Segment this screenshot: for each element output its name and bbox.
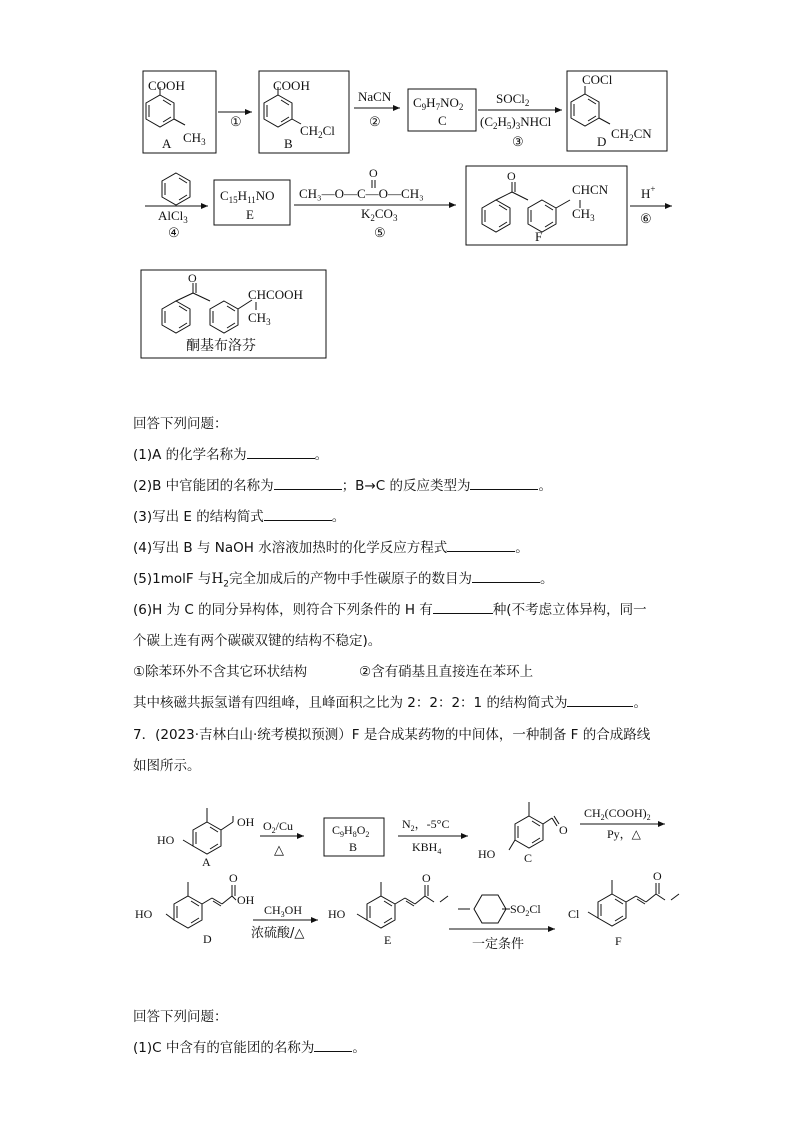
s2-step-5-bottom: 一定条件 xyxy=(472,937,525,952)
step-4-reagent: AlCl$_3$ xyxy=(158,208,188,225)
s2-a-ho: HO xyxy=(157,833,175,847)
question-1-6-cont: 个碳上连有两个碳碳双键的结构不稳定)。 xyxy=(133,633,382,649)
s2-e-ho: HO xyxy=(328,907,346,921)
question-1-2: (2)B 中官能团的名称为 ；B→C 的反应类型为 。 xyxy=(133,478,552,494)
a-cooh: COOH xyxy=(148,78,185,93)
step-2-num: ② xyxy=(369,114,381,129)
question-1-6: (6)H 为 C 的同分异构体，则符合下列条件的 H 有 种(不考虑立体异构，同一 xyxy=(133,602,647,618)
condition-2: ②含有硝基且直接连在苯环上 xyxy=(359,664,534,680)
d-label: D xyxy=(597,134,607,149)
a-ch3: $CH_3$ xyxy=(183,130,206,147)
d-ch2cn: $CH_2CN$ xyxy=(611,126,652,143)
s2-step-1-top: $O_2/Cu$ xyxy=(263,819,294,835)
problem-7-title-cont: 如图所示。 xyxy=(133,758,201,774)
s2-d-oh: OH xyxy=(237,893,255,907)
s2-step-3-top: $CH_2(COOH)_2$ xyxy=(584,806,651,822)
answer-blank[interactable] xyxy=(567,694,633,707)
s2-e-label: E xyxy=(384,933,392,947)
answer-blank[interactable] xyxy=(472,570,540,583)
s2-step-2-bottom: $KBH_4$ xyxy=(412,840,442,856)
product-ketone-o: O xyxy=(188,271,197,285)
s2-c-o: O xyxy=(559,823,568,837)
s2-a-label: A xyxy=(202,855,211,869)
answer-blank[interactable] xyxy=(314,1039,352,1052)
c-label: C xyxy=(438,113,447,128)
s2-a-oh: OH xyxy=(237,815,255,829)
answer-blank[interactable] xyxy=(470,477,538,490)
product-ch3: $CH_3$ xyxy=(248,310,271,327)
answer-blank[interactable] xyxy=(433,601,493,614)
scheme-2 xyxy=(0,790,794,970)
s2-step-4-bottom: 浓硫酸/△ xyxy=(251,926,305,941)
condition-1: ①除苯环外不含其它环状结构 xyxy=(133,664,308,680)
step-3-num: ③ xyxy=(512,134,524,149)
s2-f-cl: Cl xyxy=(568,907,580,921)
s2-b-label: B xyxy=(349,840,358,854)
s2-step-2-top: $N_2$，-5°C xyxy=(402,817,450,833)
d-cocl: COCl xyxy=(582,72,613,87)
s2-f-label: F xyxy=(615,934,622,948)
answer-blank[interactable] xyxy=(274,477,342,490)
c-formula: $C_9H_7NO_2$ xyxy=(413,95,464,112)
step-6-num: ⑥ xyxy=(640,211,652,226)
question-1-3: (3)写出 E 的结构简式 。 xyxy=(133,509,346,525)
s2-d-label: D xyxy=(203,932,212,946)
answer-blank[interactable] xyxy=(447,539,515,552)
f-label: F xyxy=(535,229,543,244)
step-5-carbonyl-o: O xyxy=(369,166,378,180)
product-chcooh: CHCOOH xyxy=(248,287,303,302)
s2-c-label: C xyxy=(524,851,533,865)
s2-f-o: O xyxy=(653,869,662,883)
step-3-reagent-bottom: $(C_2H_5)_3NHCl$ xyxy=(480,114,552,131)
step-1-num: ① xyxy=(230,114,242,129)
s2-b-formula: $C_9H_8O_2$ xyxy=(332,823,370,839)
s2-d-o: O xyxy=(229,871,238,885)
benzene-reagent xyxy=(162,173,190,205)
question-2-1: (1)C 中含有的官能团的名称为 。 xyxy=(133,1040,366,1056)
question-1-5: (5)1molF 与$H_2$完全加成后的产物中手性碳原子的数目为 。 xyxy=(133,571,554,590)
s2-step-1-bottom: △ xyxy=(274,842,284,857)
step-2-reagent: NaCN xyxy=(358,89,392,104)
problem-7-title: 7．(2023·吉林白山·统考模拟预测）F 是合成某药物的中间体，一种制备 F 的合成路线 xyxy=(133,727,651,743)
step-5-reagent-top: CH₃—O—C—O—CH₃ xyxy=(299,186,424,201)
e-label: E xyxy=(246,207,254,222)
b-cooh: COOH xyxy=(273,78,310,93)
s2-step-5-reagent: $SO_2Cl$ xyxy=(510,902,541,918)
question-1-6-nmr: 其中核磁共振氢谱有四组峰，且峰面积之比为 2：2：2：1 的结构简式为 。 xyxy=(133,695,647,711)
answer-blank[interactable] xyxy=(247,446,315,459)
question-1-1: (1)A 的化学名称为 。 xyxy=(133,447,329,463)
step-4-num: ④ xyxy=(168,225,180,240)
f-ketone-o: O xyxy=(507,169,516,183)
s2-compound-a-ring xyxy=(193,822,221,854)
s2-c-ho: HO xyxy=(478,847,496,861)
b-ch2cl: $CH_2Cl$ xyxy=(300,123,335,140)
s2-step-3-bottom: Py，△ xyxy=(607,827,641,841)
question-1-4: (4)写出 B 与 NaOH 水溶液加热时的化学反应方程式 。 xyxy=(133,540,529,556)
scheme-1 xyxy=(0,0,794,370)
step-6-reagent: H+ xyxy=(641,184,656,201)
s2-step-4-top: $CH_3OH$ xyxy=(264,903,303,919)
questions-2-intro: 回答下列问题： xyxy=(133,1009,228,1025)
f-ch3: $CH_3$ xyxy=(572,206,595,223)
answer-blank[interactable] xyxy=(264,508,332,521)
questions-1-intro: 回答下列问题： xyxy=(133,416,228,432)
e-formula: $C_{15}H_{11}NO$ xyxy=(220,188,275,205)
s2-d-ho: HO xyxy=(135,907,153,921)
step-5-reagent-bottom: $K_2CO_3$ xyxy=(361,206,398,223)
b-label: B xyxy=(284,136,293,151)
a-label: A xyxy=(162,136,172,151)
step-5-num: ⑤ xyxy=(374,225,386,240)
f-chcn: CHCN xyxy=(572,182,609,197)
step-3-reagent-top: SOCl$_2$ xyxy=(496,91,530,108)
compound-a-ring xyxy=(146,95,174,127)
s2-e-o: O xyxy=(422,871,431,885)
product-name: 酮基布洛芬 xyxy=(186,338,256,354)
